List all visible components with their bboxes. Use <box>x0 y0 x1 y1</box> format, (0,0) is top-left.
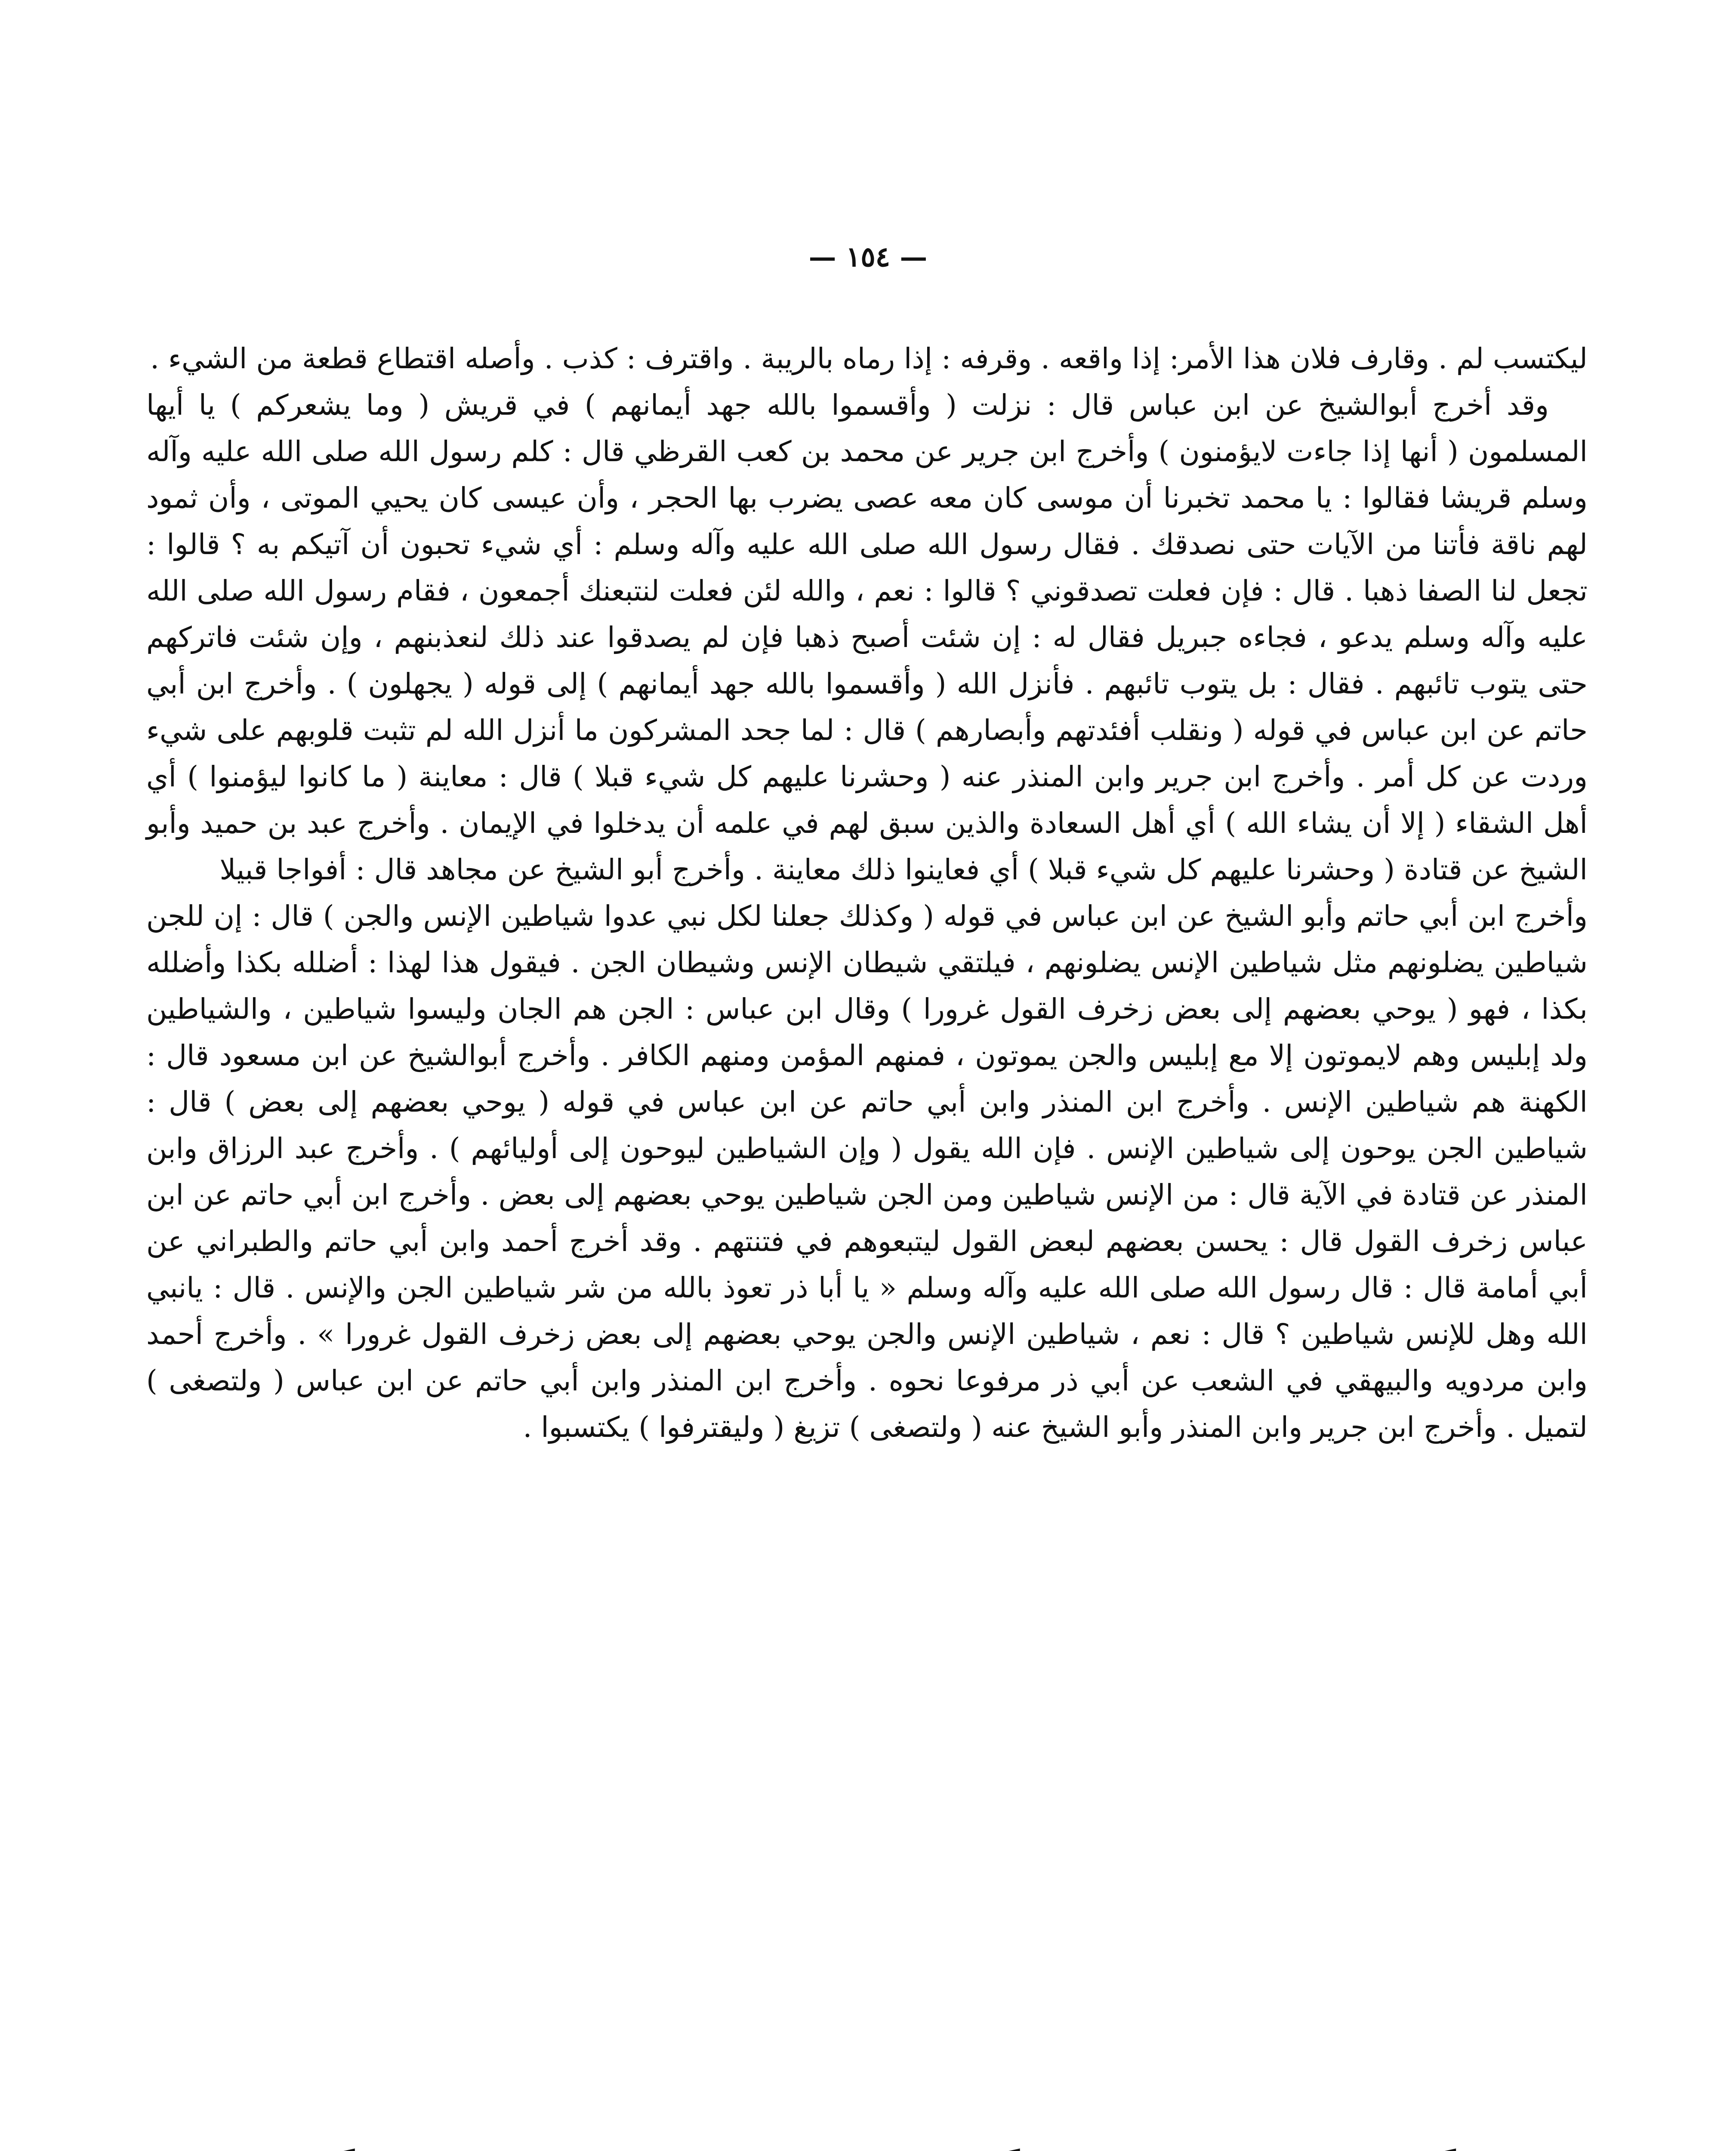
commentary-text <box>146 336 1588 1451</box>
commentary-paragraph-2: وقد أخرج أبوالشيخ عن ابن عباس قال : نزلت ( وأقسموا بالله جهد أيمانهم ) في قريش ( وما يشعركم ) يا أيها المسلمون ( أنها إذا جاءت لايؤمنون ) وأخرج ابن جرير عن محمد بن كعب القرظي قال : كلم رسول الله صلى الله عليه وآله وسلم قريشا فقالوا : يا محمد تخبرنا أن موسى كان معه عصى يضرب بها الحجر ، وأن عيسى كان يحيي الموتى ، وأن ثمود لهم ناقة فأتنا من الآيات حتى نصدقك . فقال رسول الله صلى الله عليه وآله وسلم : أي شيء تحبون أن آتيكم به ؟ قالوا : تجعل لنا الصفا ذهبا . قال : فإن فعلت تصدقوني ؟ قالوا : نعم ، والله لئن فعلت لنتبعنك أجمعون ، فقام رسول الله صلى الله عليه وآله وسلم يدعو ، فجاءه جبريل فقال له : إن شئت أصبح ذهبا فإن لم يصدقوا عند ذلك لنعذبنهم ، وإن شئت فاتركهم حتى يتوب تائبهم . فقال : بل يتوب تائبهم . فأنزل الله ( وأقسموا بالله جهد أيمانهم ) إلى قوله ( يجهلون ) . وأخرج ابن أبي حاتم عن ابن عباس في قوله ( ونقلب أفئدتهم وأبصارهم ) قال : لما جحد المشركون ما أنزل الله لم تثبت قلوبهم على شيء وردت عن كل أمر . وأخرج ابن جرير وابن المنذر عنه ( وحشرنا عليهم كل شيء قبلا ) قال : معاينة ( ما كانوا ليؤمنوا ) أي أهل الشقاء ( إلا أن يشاء الله ) أي أهل السعادة والذين سبق لهم في علمه أن يدخلوا في الإيمان . وأخرج عبد بن حميد وأبو الشيخ عن قتادة ( وحشرنا عليهم كل شيء قبلا ) أي فعاينوا ذلك معاينة . وأخرج أبو الشيخ عن مجاهد قال : أفواجا قبيلا <box>146 388 1588 886</box>
verse-line-1 <box>129 2145 1605 2151</box>
commentary-paragraph-3: وأخرج ابن أبي حاتم وأبو الشيخ عن ابن عباس في قوله ( وكذلك جعلنا لكل نبي عدوا شياطين الإنس والجن ) قال : إن للجن شياطين يضلونهم مثل شياطين الإنس يضلونهم ، فيلتقي شيطان الإنس وشيطان الجن . فيقول هذا لهذا : أضلله بكذا وأضلله بكذا ، فهو ( يوحي بعضهم إلى بعض زخرف القول غرورا ) وقال ابن عباس : الجن هم الجان وليسوا شياطين ، والشياطين ولد إبليس وهم لايموتون إلا مع إبليس والجن يموتون ، فمنهم المؤمن ومنهم الكافر . وأخرج أبوالشيخ عن ابن مسعود قال : الكهنة هم شياطين الإنس . وأخرج ابن المنذر وابن أبي حاتم عن ابن عباس في قوله ( يوحي بعضهم إلى بعض ) قال : شياطين الجن يوحون إلى شياطين الإنس . فإن الله يقول ( وإن الشياطين ليوحون إلى أوليائهم ) . وأخرج عبد الرزاق وابن المنذر عن قتادة في الآية قال : من الإنس شياطين ومن الجن شياطين يوحي بعضهم إلى بعض . وأخرج ابن أبي حاتم عن ابن عباس زخرف القول قال : يحسن بعضهم لبعض القول ليتبعوهم في فتنتهم . وقد أخرج أحمد وابن أبي حاتم والطبراني عن أبي أمامة قال : قال رسول الله صلى الله عليه وآله وسلم « يا أبا ذر تعوذ بالله من شر شياطين الجن والإنس . قال : يانبي الله وهل للإنس شياطين ؟ قال : نعم ، شياطين الإنس والجن يوحي بعضهم إلى بعض زخرف القول غرورا » . وأخرج أحمد وابن مردويه والبيهقي في الشعب عن أبي ذر مرفوعا نحوه . وأخرج ابن المنذر وابن أبي حاتم عن ابن عباس ( ولتصغى ) لتميل . وأخرج ابن جرير وابن المنذر وأبو الشيخ عنه ( ولتصغى ) تزيغ ( وليقترفوا ) يكتسبوا . <box>146 900 1588 1444</box>
quran-verse-block <box>129 2145 1605 2151</box>
page-number: — ١٥٤ — <box>808 241 928 273</box>
commentary-paragraph-1: ليكتسب لم . وقارف فلان هذا الأمر: إذا واقعه . وقرفه : إذا رماه بالريبة . واقترف : كذب . وأصله اقتطاع قطعة من الشيء . <box>150 342 1588 375</box>
